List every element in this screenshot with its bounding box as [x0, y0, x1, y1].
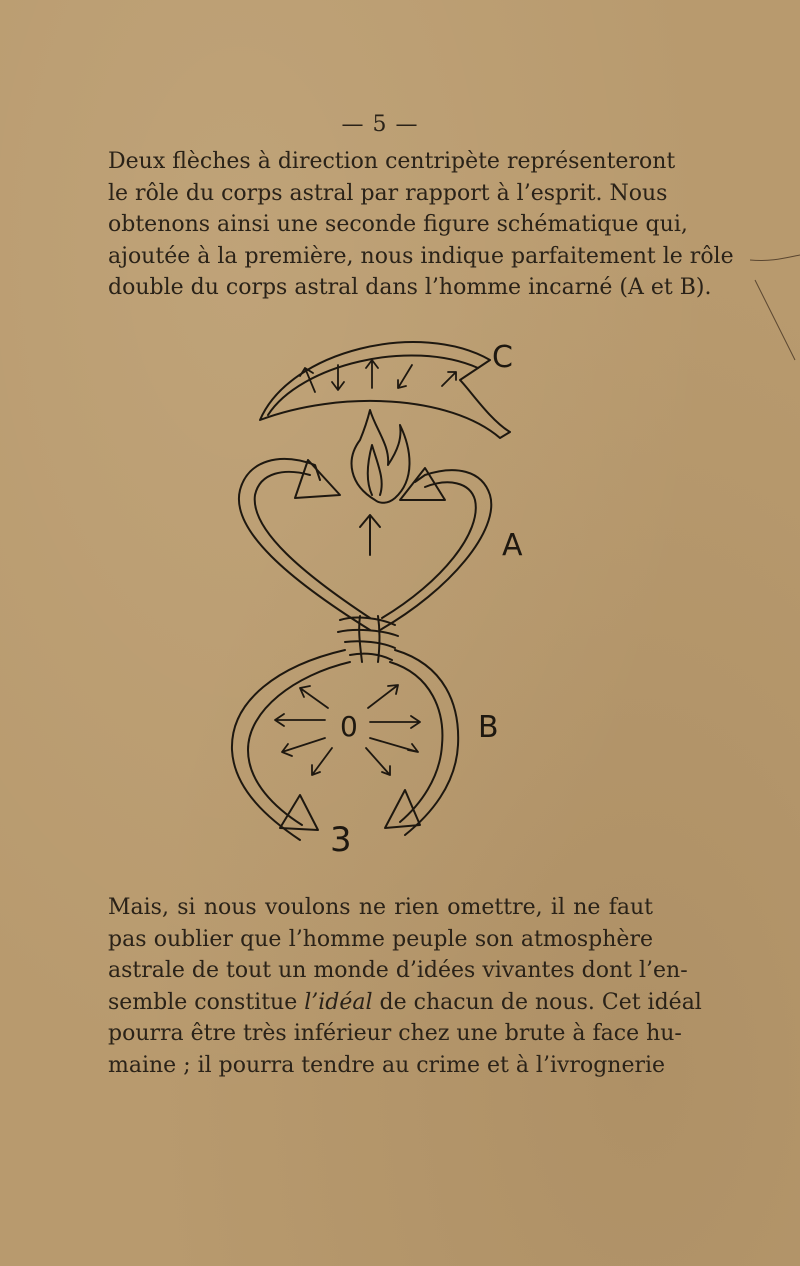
label-center-zero: 0: [340, 710, 358, 743]
arrowhead-bottom-right: [385, 790, 420, 828]
page-edge-mark: [750, 240, 800, 370]
arrowhead-left: [295, 460, 340, 498]
crescent-arrows: [300, 360, 456, 392]
arrow-up-to-flame: [360, 515, 380, 555]
paragraph-continuation: [108, 892, 702, 1081]
knot: [338, 616, 398, 662]
arrow-down-left: [398, 365, 412, 388]
loop-a-outer-right: [380, 470, 491, 630]
paragraph-intro: [108, 146, 734, 304]
text-line: Mais, si nous voulons ne rien omettre, il ne faut: [108, 895, 653, 920]
text-line: ajoutée à la première, nous indique parfaitement le rôle: [108, 243, 734, 269]
ray-down-left: [282, 738, 325, 756]
text-line: le rôle du corps astral par rapport à l’esprit. Nous: [108, 180, 668, 206]
ray-down-left2: [312, 748, 332, 775]
loop-a-inner: [255, 472, 370, 618]
text-line: pourra être très inférieur chez une brute à face hu-: [108, 1021, 682, 1046]
text-line: maine ; il pourra tendre au crime et à l’ivrognerie: [108, 1052, 666, 1078]
text-segment: semble constitue: [108, 989, 305, 1015]
loop-b-outer-right: [395, 650, 458, 835]
crescent-c-inner: [268, 355, 478, 415]
emphasized-word: l’idéal: [304, 989, 373, 1015]
text-line: Deux flèches à direction centripète représenteront: [108, 149, 676, 174]
ray-down-right2: [366, 748, 390, 775]
arrow-up: [366, 360, 378, 388]
text-line: pas oublier que l’homme peuple son atmosphère: [108, 926, 653, 952]
ray-down-right: [370, 738, 418, 752]
ray-up-right: [368, 685, 398, 708]
label-a: A: [502, 528, 523, 563]
label-c: C: [492, 340, 513, 375]
flame-inner: [368, 445, 382, 495]
ray-left: [275, 714, 325, 726]
ray-up-left: [300, 686, 328, 708]
text-line-with-emphasis: [108, 987, 702, 1019]
label-b: B: [478, 710, 499, 745]
text-line: double du corps astral dans l’homme incarné (A et B).: [108, 275, 712, 300]
schematic-figure: [220, 320, 550, 870]
ray-right: [370, 716, 420, 728]
arrow-up-right: [442, 372, 456, 386]
text-line: astrale de tout un monde d’idées vivantes dont l’en-: [108, 958, 688, 983]
text-segment: de chacun de nous. Cet idéal: [372, 989, 702, 1015]
label-bottom-three: 3: [330, 820, 352, 860]
astral-body-diagram: [220, 320, 550, 870]
page-number: — 5 —: [341, 112, 419, 137]
text-line: obtenons ainsi une seconde figure schématique qui,: [108, 212, 688, 237]
